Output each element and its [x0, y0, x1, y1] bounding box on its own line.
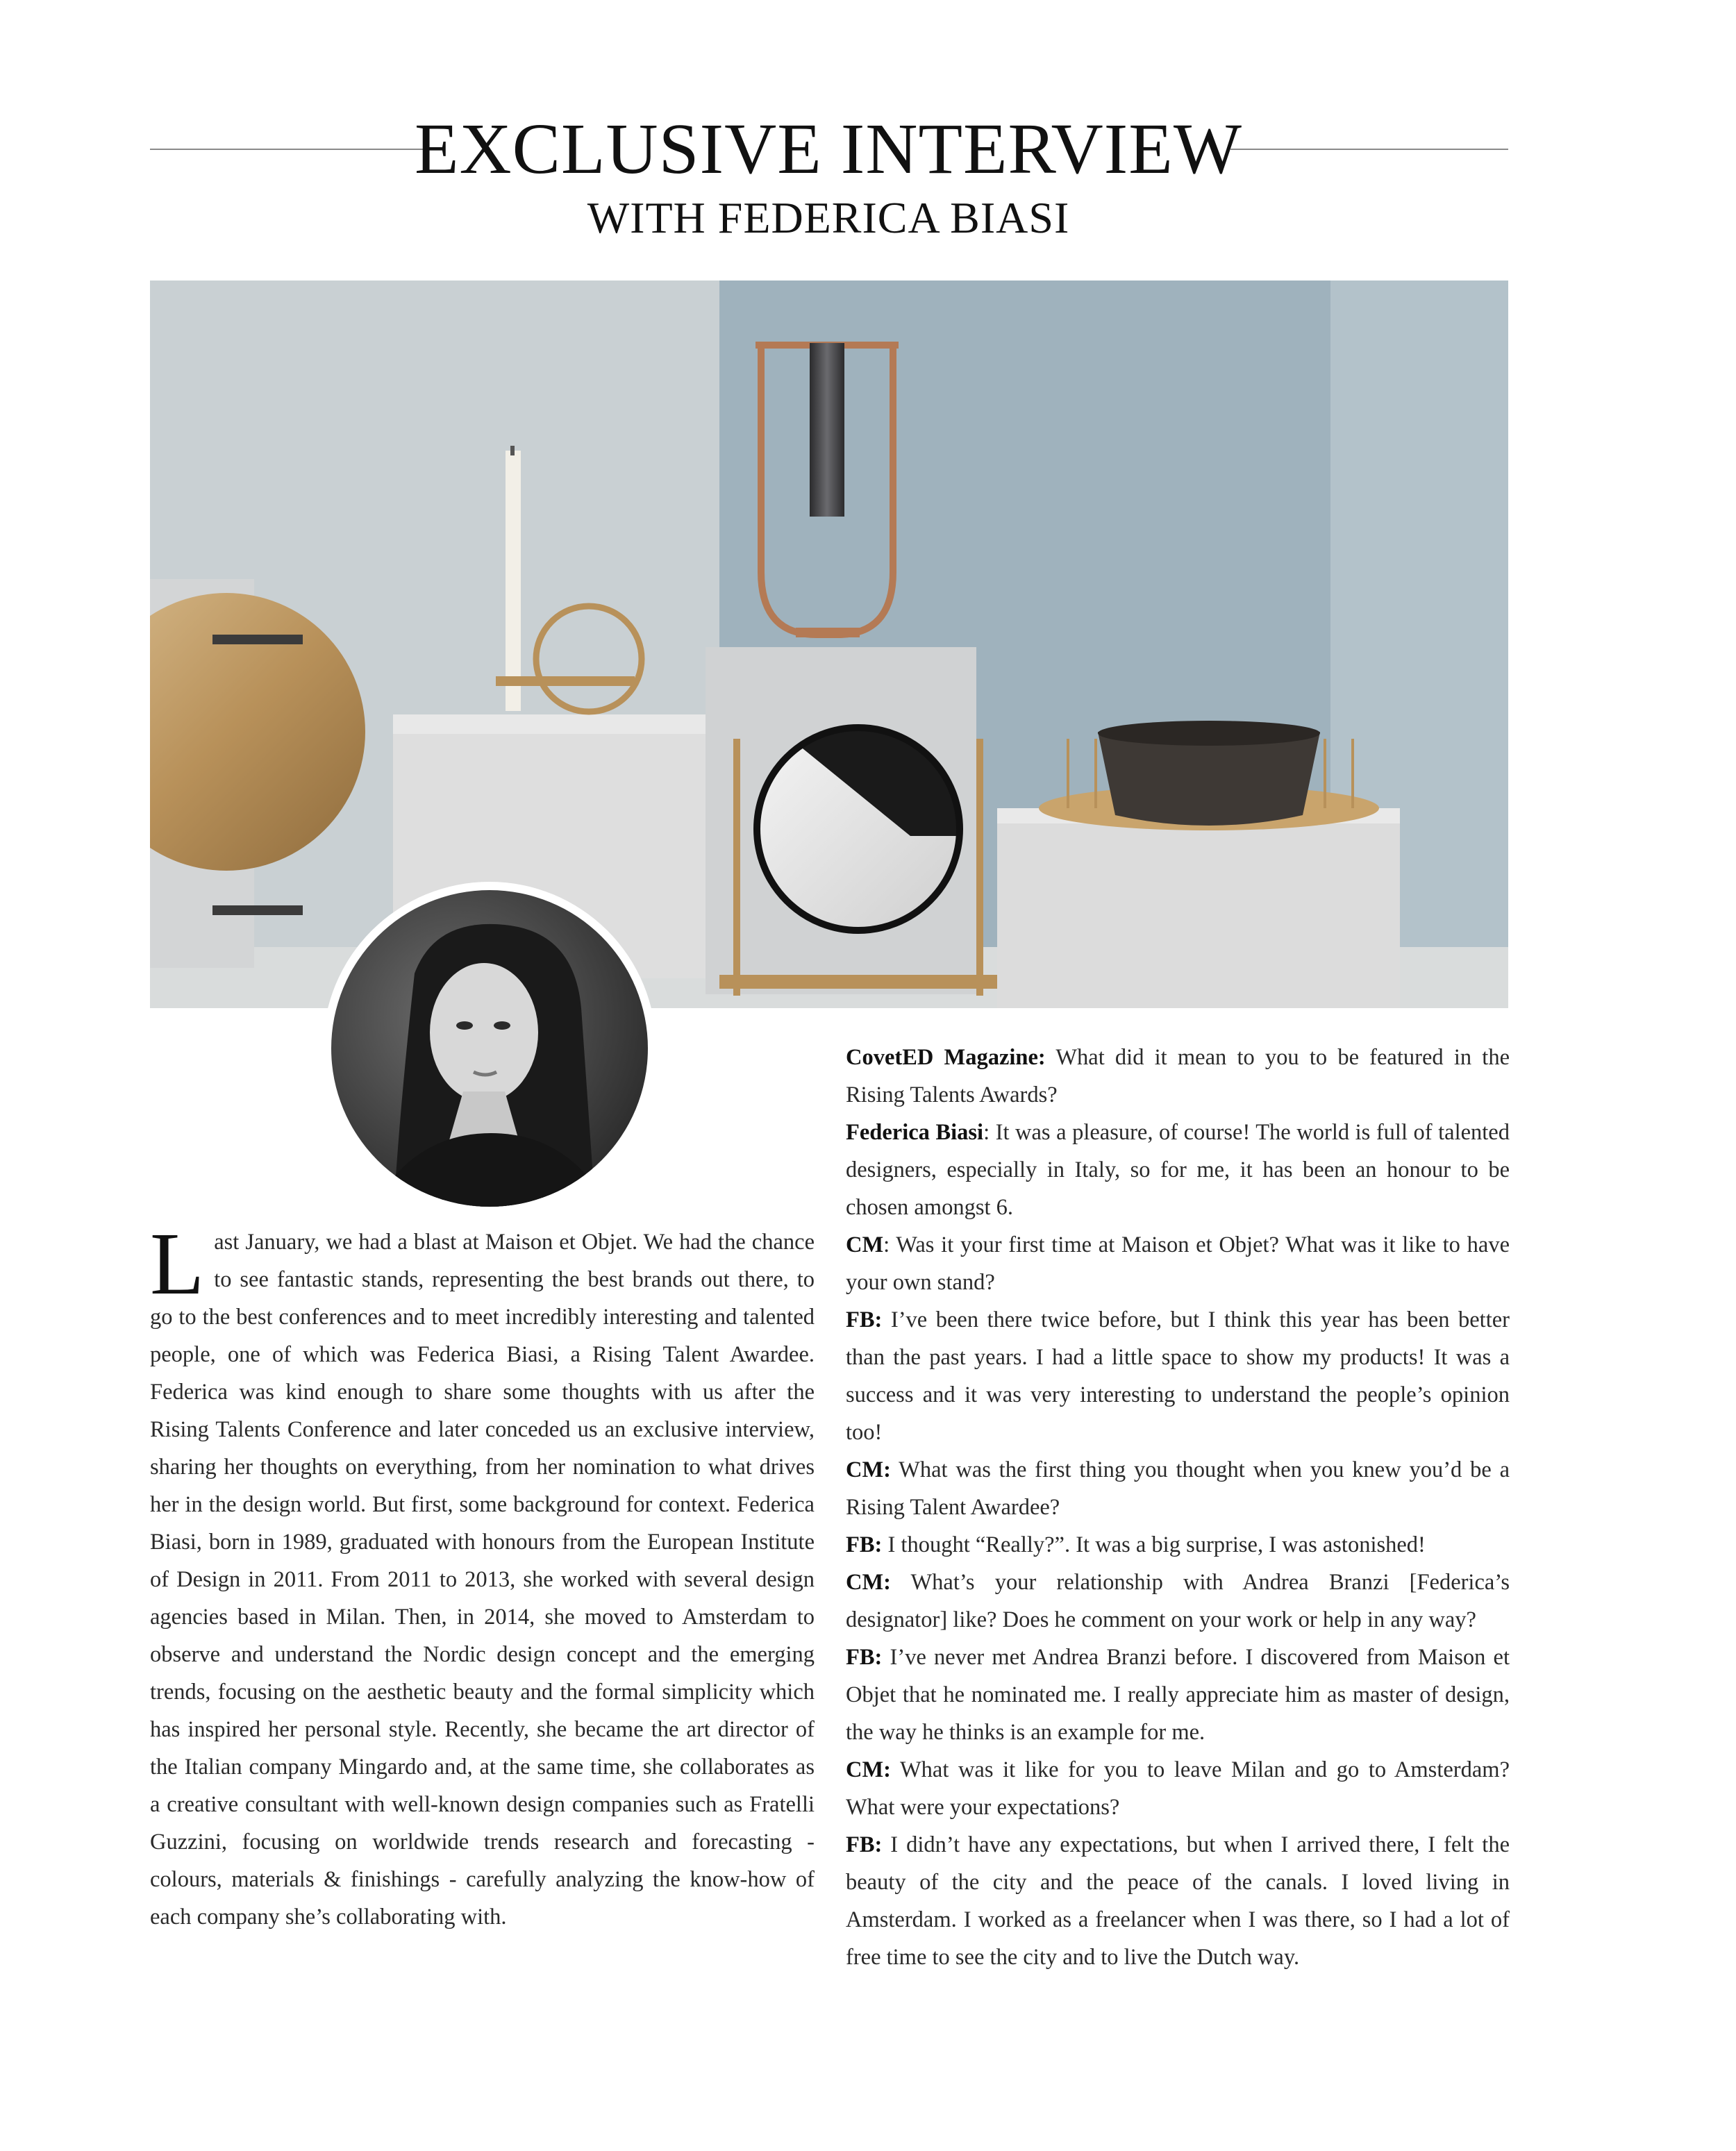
- qa-text: I’ve been there twice before, but I think this year has been better than the past years. I had a little space to show my products! It was a success and it was very interesting to understand the people’s opinion too!: [846, 1307, 1510, 1445]
- qa-paragraph: [846, 1039, 1510, 1114]
- qa-speaker: FB:: [846, 1307, 883, 1332]
- qa-text: I thought “Really?”. It was a big surprise, I was astonished!: [882, 1532, 1426, 1557]
- drop-cap: L: [150, 1214, 205, 1313]
- page-title: EXCLUSIVE INTERVIEW: [415, 109, 1242, 189]
- qa-text: I didn’t have any expectations, but when I arrived there, I felt the beauty of the city and the peace of the canals. I loved living in Amsterdam. I worked as a freelancer when I was there, so I had a lot of free time to see the city and to live the Dutch way.: [846, 1832, 1510, 1970]
- qa-speaker: Federica Biasi: [846, 1120, 984, 1145]
- qa-paragraph: [846, 1114, 1510, 1226]
- qa-speaker: CovetED Magazine:: [846, 1045, 1046, 1070]
- qa-speaker: FB:: [846, 1645, 883, 1670]
- qa-speaker: FB:: [846, 1832, 883, 1857]
- qa-paragraph: [846, 1451, 1510, 1526]
- qa-text: What was the first thing you thought when you knew you’d be a Rising Talent Awardee?: [846, 1457, 1510, 1520]
- interview-qa: [846, 1039, 1510, 1976]
- intro-text: ast January, we had a blast at Maison et Objet. We had the chance to see fantastic stands, representing the best brands out there, to go to the best conferences and to meet incredibly interesting and talented people, one of which was Federica Biasi, a Rising Talent Awardee. Federica was kind enough to share some thoughts with us after the Rising Talents Conference and later conceded us an exclusive interview, sharing her thoughts on everything, from her nomination to what drives her in the design world. But first, some background for context. Federica Biasi, born in 1989, graduated with honours from the European Institute of Design in 2011. From 2011 to 2013, she worked with several design agencies based in Milan. Then, in 2014, she moved to Amsterdam to observe and understand the Nordic design concept and the emerging trends, focusing on the aesthetic beauty and the formal simplicity which has inspired her personal style. Recently, she became the art director of the Italian company Mingardo and, at the same time, she collaborates as a creative consultant with well-known design companies such as Fratelli Guzzini, focusing on worldwide trends research and forecasting - colours, materials & finishings - carefully analyzing the know-how of each company she’s collaborating with.: [150, 1230, 815, 1930]
- qa-text: I’ve never met Andrea Branzi before. I discovered from Maison et Objet that he nominated me. I really appreciate him as master of design, the way he thinks is an example for me.: [846, 1645, 1510, 1745]
- qa-text: What’s your relationship with Andrea Branzi [Federica’s designator] like? Does he comment on your work or help in any way?: [846, 1570, 1510, 1632]
- qa-text: : It was a pleasure, of course! The world is full of talented designers, especially in Italy, so for me, it has been an honour to be chosen amongst 6.: [846, 1120, 1510, 1220]
- intro-article: [150, 1214, 815, 1936]
- portrait-photo-illustration: [331, 890, 648, 1207]
- qa-paragraph: [846, 1639, 1510, 1751]
- qa-speaker: CM: [846, 1232, 884, 1257]
- qa-speaker: CM:: [846, 1457, 891, 1482]
- portrait-image: [323, 882, 656, 1215]
- qa-paragraph: [846, 1226, 1510, 1301]
- qa-speaker: FB:: [846, 1532, 883, 1557]
- qa-text: What was it like for you to leave Milan and go to Amsterdam? What were your expectations?: [846, 1757, 1510, 1820]
- qa-speaker: CM:: [846, 1757, 891, 1782]
- page-subtitle: WITH FEDERICA BIASI: [587, 193, 1070, 242]
- qa-paragraph: [846, 1826, 1510, 1976]
- qa-paragraph: [846, 1751, 1510, 1826]
- qa-paragraph: [846, 1526, 1510, 1564]
- qa-text: : Was it your first time at Maison et Objet? What was it like to have your own stand?: [846, 1232, 1510, 1295]
- qa-paragraph: [846, 1301, 1510, 1451]
- qa-speaker: CM:: [846, 1570, 891, 1595]
- qa-text: What did it mean to you to be featured in the Rising Talents Awards?: [846, 1045, 1510, 1107]
- qa-paragraph: [846, 1564, 1510, 1639]
